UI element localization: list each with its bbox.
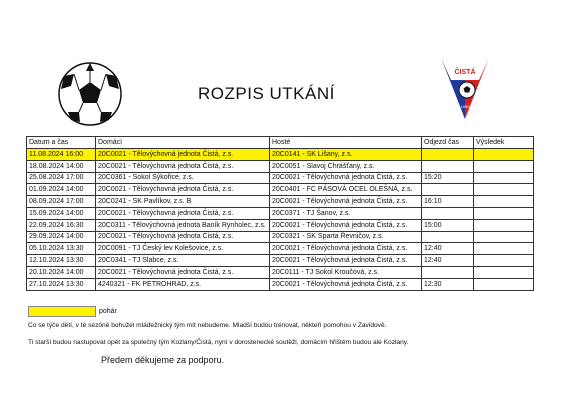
- cup-legend-swatch: [28, 306, 96, 317]
- table-row: [27, 219, 534, 231]
- cell-away: 20C0021 - Tělovýchovná jednota Čistá, z.s.: [270, 255, 422, 267]
- header-date: Datum a čas: [27, 137, 96, 149]
- cell-date: 12.10.2024 13:30: [27, 255, 96, 267]
- header-result: Výsledek: [474, 137, 534, 149]
- cell-home: 20C0021 - Tělovýchovná jednota Čistá, z.s.: [96, 207, 270, 219]
- header-home: Domácí: [96, 137, 270, 149]
- table-row: [27, 160, 534, 172]
- cell-date: 05.10.2024 13:30: [27, 243, 96, 255]
- cell-home: 20C0021 - Tělovýchovná jednota Čistá, z.s.: [96, 149, 270, 161]
- cell-result: [474, 266, 534, 278]
- cell-result: [474, 219, 534, 231]
- cell-result: [474, 207, 534, 219]
- table-row: [27, 184, 534, 196]
- table-row: [27, 207, 534, 219]
- cell-result: [474, 231, 534, 243]
- cell-home: 4240321 - FK PETROHRAD, z.s.: [96, 278, 270, 290]
- cell-away: 20C0021 - Tělovýchovná jednota Čistá, z.s.: [270, 172, 422, 184]
- table-row: [27, 172, 534, 184]
- cell-departure: 16:10: [422, 196, 474, 208]
- cell-date: 08.09.2024 17:00: [27, 196, 96, 208]
- table-row: [27, 255, 534, 267]
- match-schedule-table: [26, 136, 534, 291]
- cell-home: 20C0311 - Tělovýchovná jednota Baník Rynholec, z.s.: [96, 219, 270, 231]
- cell-home: 20C0241 - SK Pavlíkov, z.s. B: [96, 196, 270, 208]
- club-logo: [441, 58, 489, 120]
- soccer-ball-icon: [58, 62, 122, 126]
- cell-departure: [422, 207, 474, 219]
- cell-home: 20C0091 - TJ Český lev Kolešovice, z.s.: [96, 243, 270, 255]
- logo-text: ČISTÁ: [454, 69, 476, 76]
- cell-home: 20C0021 - Tělovýchovná jednota Čistá, z.s.: [96, 184, 270, 196]
- cell-result: [474, 243, 534, 255]
- cell-away: 20C0111 - TJ Sokol Kroučová, z.s.: [270, 266, 422, 278]
- cell-date: 27.10.2024 13:30: [27, 278, 96, 290]
- cell-away: 20C0021 - Tělovýchovná jednota Čistá, z.s.: [270, 196, 422, 208]
- header-away: Hosté: [270, 137, 422, 149]
- cell-result: [474, 149, 534, 161]
- note-youth: Co se týče dětí, v tě sezóně bohužel mládežnický tým mít nebudeme. Mladší budou trénovat, někteří pomohou v Zavidově.: [28, 322, 387, 329]
- cell-departure: 15:00: [422, 219, 474, 231]
- table-row: [27, 196, 534, 208]
- cell-result: [474, 278, 534, 290]
- cell-home: 20C0021 - Tělovýchovná jednota Čistá, z.s.: [96, 266, 270, 278]
- cell-away: 20C0321 - SK Sparta Řevničov, z.s.: [270, 231, 422, 243]
- table-row: [27, 149, 534, 161]
- page-title: ROZPIS UTKÁNÍ: [198, 84, 335, 103]
- cell-date: 22.09.2024 16:30: [27, 219, 96, 231]
- cup-legend: [28, 306, 117, 317]
- cell-away: 20C0371 - TJ Šanov, z.s.: [270, 207, 422, 219]
- cell-date: 11.08.2024 16:00: [27, 149, 96, 161]
- cup-legend-label: pohár: [99, 308, 117, 315]
- cell-date: 18.08.2024 14:00: [27, 160, 96, 172]
- cell-departure: [422, 160, 474, 172]
- cell-result: [474, 184, 534, 196]
- cell-away: 20C0141 - SK Lišany, z.s.: [270, 149, 422, 161]
- table-header-row: [27, 137, 534, 149]
- cell-home: 20C0021 - Tělovýchovná jednota Čistá, z.s.: [96, 231, 270, 243]
- cell-departure: [422, 149, 474, 161]
- header-departure: Odjezd čas: [422, 137, 474, 149]
- cell-home: 20C0341 - TJ Slabce, z.s.: [96, 255, 270, 267]
- cell-date: 25.08.2024 17:00: [27, 172, 96, 184]
- note-juniors: Ti starší budou nastupovat opět za společný tým Kozlany/Čistá, nyní v dorostenecké soutěži, domácím hřištěm budou ale Kozlany.: [28, 339, 409, 346]
- cell-result: [474, 196, 534, 208]
- cell-away: 20C0021 - Tělovýchovná jednota Čistá, z.s.: [270, 219, 422, 231]
- table-row: [27, 243, 534, 255]
- table-row: [27, 266, 534, 278]
- cell-date: 01.09.2024 14:00: [27, 184, 96, 196]
- cell-departure: [422, 266, 474, 278]
- thanks-text: Předem děkujeme za podporu.: [101, 355, 225, 365]
- cell-departure: 15:20: [422, 172, 474, 184]
- cell-away: 20C0021 - Tělovýchovná jednota Čistá, z.s.: [270, 243, 422, 255]
- cell-result: [474, 160, 534, 172]
- cell-date: 29.09.2024 14:00: [27, 231, 96, 243]
- cell-home: 20C0361 - Sokol Sýkořice, z.s.: [96, 172, 270, 184]
- cell-departure: 12:40: [422, 243, 474, 255]
- cell-result: [474, 172, 534, 184]
- cell-departure: [422, 184, 474, 196]
- cell-result: [474, 255, 534, 267]
- cell-date: 15.09.2024 14:00: [27, 207, 96, 219]
- cell-away: 20C0401 - FC PÁSOVÁ OCEL OLEŠNÁ, z.s.: [270, 184, 422, 196]
- cell-departure: [422, 231, 474, 243]
- cell-departure: 12:30: [422, 278, 474, 290]
- cell-home: 20C0021 - Tělovýchovná jednota Čistá, z.s.: [96, 160, 270, 172]
- table-row: [27, 278, 534, 290]
- table-row: [27, 231, 534, 243]
- cell-departure: 12:40: [422, 255, 474, 267]
- logo-year: 1950: [460, 104, 470, 109]
- cell-away: 20C0051 - Slavoj Chrášťany, z.s.: [270, 160, 422, 172]
- cell-away: 20C0021 - Tělovýchovná jednota Čistá, z.s.: [270, 278, 422, 290]
- cell-date: 20.10.2024 14:00: [27, 266, 96, 278]
